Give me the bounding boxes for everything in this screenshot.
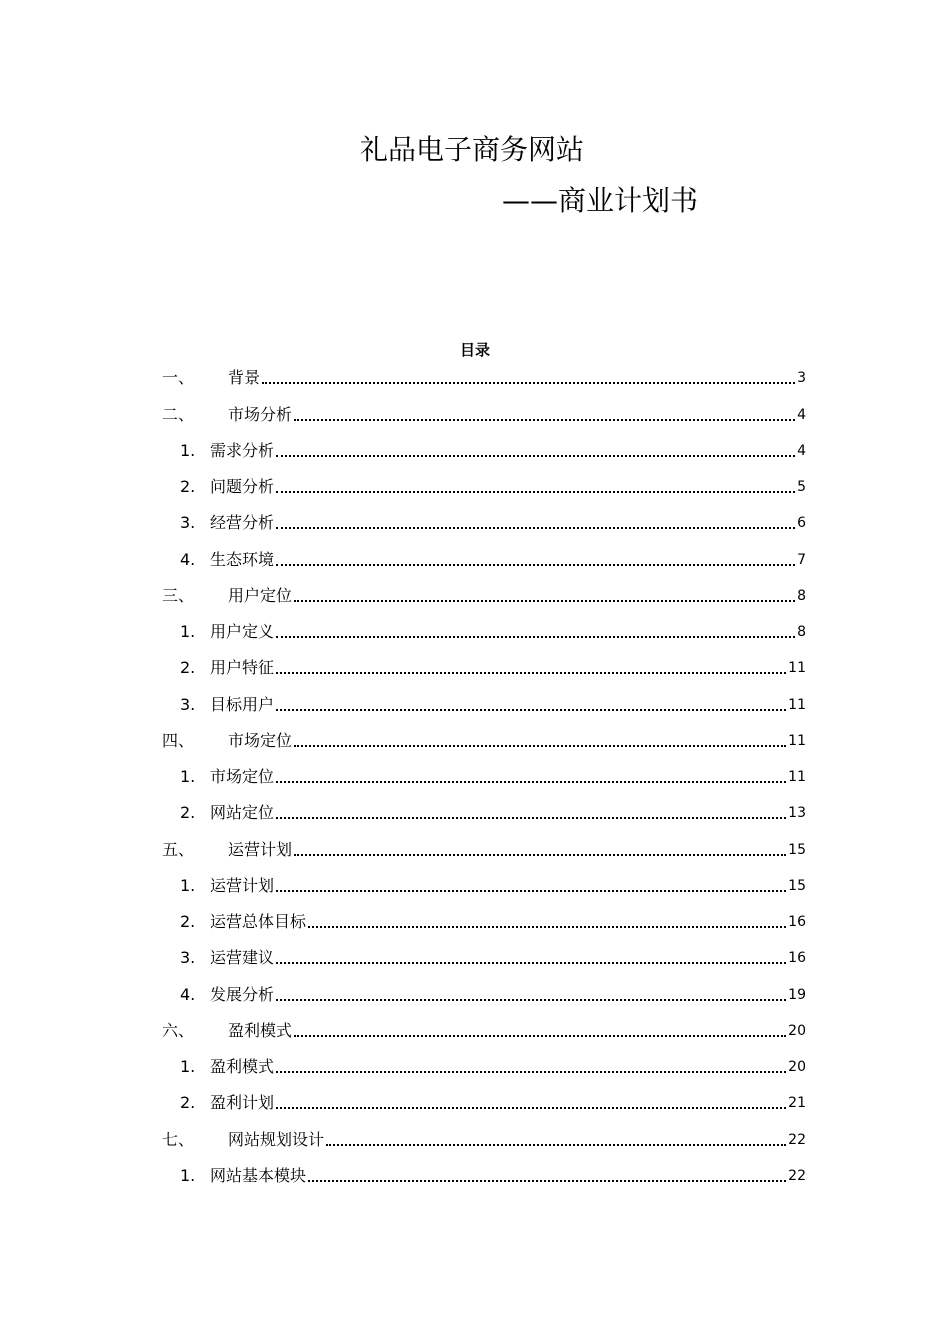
toc-entry-title: 盈利计划	[210, 1093, 275, 1113]
toc-entry-title: 网站定位	[210, 803, 275, 823]
toc-entry-title: 盈利模式	[228, 1020, 293, 1040]
toc-entry-title: 运营总体目标	[210, 912, 307, 931]
toc-entry[interactable]	[162, 1011, 806, 1047]
toc-entry-title: 发展分析	[210, 984, 275, 1004]
toc-entry-page: 15	[788, 841, 806, 858]
toc-entry-page: 19	[788, 986, 806, 1003]
toc-dot-leader	[262, 382, 795, 384]
toc-entry-title: 市场分析	[228, 404, 293, 424]
toc-entry-number: 四、	[162, 730, 195, 750]
toc-entry-title: 运营计划	[210, 875, 275, 895]
toc-entry-title: 生态环境	[210, 549, 275, 569]
toc-entry-number: 3.	[180, 513, 196, 533]
toc-entry-page: 6	[797, 515, 806, 532]
toc-entry[interactable]	[162, 467, 806, 503]
toc-entry-number: 1.	[180, 440, 196, 460]
toc-dot-leader	[276, 527, 795, 529]
toc-entry-number: 1.	[180, 875, 196, 895]
toc-entry-title: 运营计划	[228, 839, 293, 859]
toc-entry-title: 背景	[228, 368, 261, 388]
toc-entry-number: 3.	[180, 694, 196, 714]
toc-entry-page: 11	[788, 696, 806, 713]
toc-entry-number: 4.	[180, 549, 196, 569]
toc-dot-leader	[276, 999, 786, 1001]
toc-dot-leader	[276, 890, 786, 892]
toc-entry-title: 运营建议	[210, 948, 275, 968]
toc-entry-title: 盈利模式	[210, 1057, 275, 1076]
toc-entry-number: 五、	[162, 839, 195, 859]
toc-dot-leader	[276, 1071, 786, 1073]
toc-entry-page: 16	[788, 914, 806, 930]
toc-entry-page: 8	[797, 624, 806, 640]
toc-entry-page: 8	[797, 587, 806, 604]
toc-entry-number: 六、	[162, 1020, 195, 1040]
toc-entry-number: 一、	[162, 368, 195, 388]
toc-entry[interactable]	[162, 829, 806, 865]
toc-dot-leader	[308, 1180, 786, 1182]
toc-entry-number: 2.	[180, 1093, 196, 1113]
toc-dot-leader	[276, 817, 786, 819]
toc-entry[interactable]	[162, 721, 806, 757]
toc-entry[interactable]	[162, 1156, 806, 1192]
toc-entry[interactable]	[162, 539, 806, 575]
toc-dot-leader	[276, 564, 795, 566]
toc-entry-page: 15	[788, 877, 806, 894]
toc-entry-page: 11	[788, 660, 806, 677]
toc-entry-page: 11	[788, 732, 806, 749]
toc-entry-title: 市场定位	[210, 767, 275, 786]
toc-dot-leader	[276, 491, 795, 493]
toc-entry[interactable]	[162, 612, 806, 648]
toc-heading: 目录	[459, 341, 490, 359]
toc-entry[interactable]	[162, 793, 806, 829]
toc-entry-number: 4.	[180, 984, 196, 1004]
toc-entry-number: 1.	[180, 622, 196, 641]
toc-entry-page: 21	[788, 1095, 806, 1112]
document-title: 礼品电子商务网站	[360, 133, 585, 166]
toc-entry-number: 2.	[180, 658, 196, 678]
toc-entry-page: 4	[797, 442, 806, 459]
toc-entry-page: 11	[788, 769, 806, 785]
toc-entry[interactable]	[162, 431, 806, 467]
toc-entry[interactable]	[162, 576, 806, 612]
toc-dot-leader	[294, 600, 795, 602]
toc-dot-leader	[294, 854, 786, 856]
toc-dot-leader	[326, 1144, 786, 1146]
document-subtitle: ——商业计划书	[502, 184, 699, 217]
toc-entry-title: 需求分析	[210, 440, 275, 460]
toc-entry-page: 13	[788, 805, 806, 822]
toc-entry-title: 网站基本模块	[210, 1165, 307, 1185]
toc-entry-number: 三、	[162, 585, 195, 605]
toc-entry-number: 2.	[180, 477, 196, 496]
toc-entry[interactable]	[162, 684, 806, 720]
toc-entry-page: 20	[788, 1022, 806, 1039]
toc-entry[interactable]	[162, 866, 806, 902]
toc-entry[interactable]	[162, 358, 806, 394]
toc-entry-number: 2.	[180, 803, 196, 823]
toc-entry[interactable]	[162, 1119, 806, 1155]
toc-entry-title: 经营分析	[210, 513, 275, 533]
toc-entry-title: 市场定位	[228, 730, 293, 750]
toc-entry-page: 3	[797, 370, 806, 387]
toc-entry-number: 二、	[162, 404, 195, 424]
toc-entry-title: 网站规划设计	[228, 1129, 325, 1149]
toc-dot-leader	[294, 1035, 786, 1037]
toc-dot-leader	[294, 745, 786, 747]
toc-entry-page: 5	[797, 479, 806, 495]
toc-dot-leader	[308, 926, 786, 928]
toc-entry-number: 1.	[180, 1057, 196, 1076]
toc-entry-page: 20	[788, 1059, 806, 1075]
toc-dot-leader	[276, 962, 786, 964]
toc-entry[interactable]	[162, 938, 806, 974]
toc-entry-number: 3.	[180, 948, 196, 968]
toc-entry-title: 用户定义	[210, 622, 275, 641]
toc-entry-page: 22	[788, 1167, 806, 1184]
toc-entry-title: 问题分析	[210, 477, 275, 496]
toc-dot-leader	[276, 709, 786, 711]
toc-entry[interactable]	[162, 503, 806, 539]
toc-entry-page: 4	[797, 406, 806, 423]
toc-entry-number: 七、	[162, 1129, 195, 1149]
toc-entry-page: 16	[788, 950, 806, 967]
toc-entry-title: 用户定位	[228, 585, 293, 605]
toc-entry-number: 2.	[180, 912, 196, 931]
toc-entry-number: 1.	[180, 767, 196, 786]
toc-entry[interactable]	[162, 1047, 806, 1083]
toc-entry-title: 用户特征	[210, 658, 275, 678]
toc-entry[interactable]	[162, 902, 806, 938]
toc-entry[interactable]	[162, 974, 806, 1010]
toc-dot-leader	[294, 419, 795, 421]
toc-entry-number: 1.	[180, 1165, 196, 1185]
toc-dot-leader	[276, 1107, 786, 1109]
toc-entry[interactable]	[162, 757, 806, 793]
toc-entry[interactable]	[162, 648, 806, 684]
toc-dot-leader	[276, 636, 795, 638]
toc-entry-page: 7	[797, 551, 806, 568]
toc-dot-leader	[276, 781, 786, 783]
toc-entry-page: 22	[788, 1131, 806, 1148]
toc-dot-leader	[276, 672, 786, 674]
toc-entry[interactable]	[162, 1083, 806, 1119]
toc-dot-leader	[276, 455, 795, 457]
toc-entry[interactable]	[162, 394, 806, 430]
table-of-contents	[162, 358, 806, 1192]
toc-entry-title: 目标用户	[210, 694, 275, 714]
